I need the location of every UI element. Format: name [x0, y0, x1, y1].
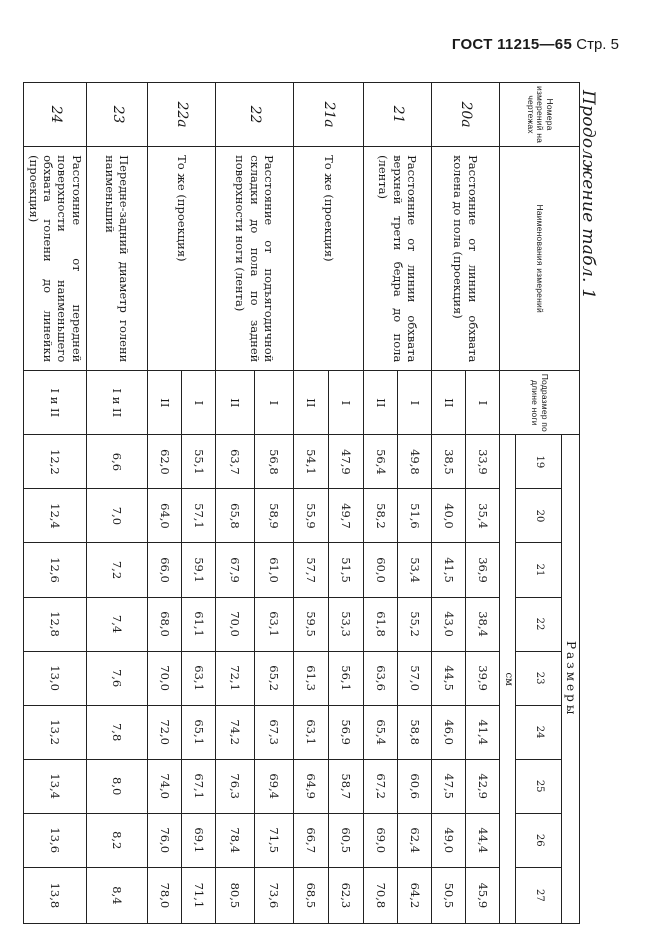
cell-value: 7,6	[87, 651, 148, 705]
size-header: 27	[516, 867, 562, 923]
cell-value: 76,3	[216, 759, 255, 813]
cell-value: 56,9	[329, 705, 364, 759]
row-subsize: II	[432, 371, 466, 435]
cell-value: 74,0	[148, 759, 182, 813]
cell-value: 70,0	[216, 597, 255, 651]
row-subsize: I и II	[24, 371, 87, 435]
cell-value: 58,8	[398, 705, 432, 759]
cell-value: 62,0	[148, 435, 182, 489]
row-name: Расстояние от линии обхвата верхней трети бедра до пола (лента)	[364, 147, 432, 371]
cell-value: 12,2	[24, 435, 87, 489]
row-number: 21	[364, 83, 432, 147]
page-header	[452, 36, 619, 53]
cell-value: 54,1	[294, 435, 329, 489]
table-row	[329, 83, 364, 924]
cell-value: 49,7	[329, 489, 364, 543]
row-number: 23	[87, 83, 148, 147]
cell-value: 56,4	[364, 435, 398, 489]
cell-value: 56,8	[255, 435, 294, 489]
measurements-table	[23, 82, 580, 924]
cell-value: 36,9	[466, 543, 500, 597]
row-subsize: II	[216, 371, 255, 435]
cell-value: 53,4	[398, 543, 432, 597]
cell-value: 12,8	[24, 597, 87, 651]
row-subsize: I	[255, 371, 294, 435]
cell-value: 44,4	[466, 813, 500, 867]
row-subsize: I и II	[87, 371, 148, 435]
cell-value: 35,4	[466, 489, 500, 543]
table-row	[398, 83, 432, 924]
cell-value: 64,0	[148, 489, 182, 543]
cell-value: 13,6	[24, 813, 87, 867]
cell-value: 13,0	[24, 651, 87, 705]
cell-value: 13,2	[24, 705, 87, 759]
row-name: Расстояние от подъягодичной складки до пола по задней поверхности ноги (лента)	[216, 147, 294, 371]
cell-value: 6,6	[87, 435, 148, 489]
table-row	[24, 83, 87, 924]
cell-value: 65,2	[255, 651, 294, 705]
cell-value: 8,4	[87, 867, 148, 923]
row-name: Расстояние от передней поверхности наименьшего обхвата голени до линейки (проекция)	[24, 147, 87, 371]
cell-value: 61,3	[294, 651, 329, 705]
cell-value: 73,6	[255, 867, 294, 923]
row-subsize: I	[398, 371, 432, 435]
cell-value: 45,9	[466, 867, 500, 923]
cell-value: 7,0	[87, 489, 148, 543]
row-subsize: II	[148, 371, 182, 435]
header-name: Наименования измерений	[500, 147, 580, 371]
cell-value: 7,4	[87, 597, 148, 651]
cell-value: 7,8	[87, 705, 148, 759]
cell-value: 80,5	[216, 867, 255, 923]
table-row	[255, 83, 294, 924]
cell-value: 62,4	[398, 813, 432, 867]
unit-label: см	[500, 435, 516, 924]
cell-value: 13,8	[24, 867, 87, 923]
cell-value: 47,9	[329, 435, 364, 489]
header-sizes: Размеры	[562, 435, 580, 924]
cell-value: 38,5	[432, 435, 466, 489]
table-row	[182, 83, 216, 924]
cell-value: 12,4	[24, 489, 87, 543]
row-number: 20а	[432, 83, 500, 147]
row-number: 22	[216, 83, 294, 147]
cell-value: 41,4	[466, 705, 500, 759]
cell-value: 53,3	[329, 597, 364, 651]
cell-value: 67,3	[255, 705, 294, 759]
row-subsize: II	[364, 371, 398, 435]
cell-value: 63,1	[182, 651, 216, 705]
size-header: 25	[516, 759, 562, 813]
cell-value: 55,1	[182, 435, 216, 489]
cell-value: 66,0	[148, 543, 182, 597]
size-header: 21	[516, 543, 562, 597]
cell-value: 76,0	[148, 813, 182, 867]
cell-value: 64,2	[398, 867, 432, 923]
page-number: Стр. 5	[576, 36, 619, 53]
row-subsize: II	[294, 371, 329, 435]
cell-value: 61,1	[182, 597, 216, 651]
cell-value: 62,3	[329, 867, 364, 923]
row-name: Расстояние от линии обхвата колена до пола (проекция)	[432, 147, 500, 371]
cell-value: 68,5	[294, 867, 329, 923]
cell-value: 65,8	[216, 489, 255, 543]
header-sub: Подразмер по длине ноги	[500, 371, 580, 435]
table-row	[87, 83, 148, 924]
table-row	[466, 83, 500, 924]
cell-value: 67,9	[216, 543, 255, 597]
cell-value: 63,1	[294, 705, 329, 759]
cell-value: 72,1	[216, 651, 255, 705]
cell-value: 49,8	[398, 435, 432, 489]
cell-value: 51,5	[329, 543, 364, 597]
cell-value: 78,0	[148, 867, 182, 923]
table-body	[24, 83, 500, 924]
row-name: Передне-задний диаметр голени наименьший	[87, 147, 148, 371]
size-header: 19	[516, 435, 562, 489]
row-number: 22а	[148, 83, 216, 147]
cell-value: 59,5	[294, 597, 329, 651]
cell-value: 72,0	[148, 705, 182, 759]
cell-value: 60,0	[364, 543, 398, 597]
row-number: 24	[24, 83, 87, 147]
cell-value: 66,7	[294, 813, 329, 867]
cell-value: 49,0	[432, 813, 466, 867]
cell-value: 57,0	[398, 651, 432, 705]
rotated-table-wrapper	[26, 82, 580, 924]
cell-value: 63,1	[255, 597, 294, 651]
cell-value: 61,0	[255, 543, 294, 597]
cell-value: 51,6	[398, 489, 432, 543]
cell-value: 71,5	[255, 813, 294, 867]
cell-value: 8,2	[87, 813, 148, 867]
cell-value: 59,1	[182, 543, 216, 597]
size-header: 23	[516, 651, 562, 705]
cell-value: 68,0	[148, 597, 182, 651]
cell-value: 65,4	[364, 705, 398, 759]
cell-value: 58,7	[329, 759, 364, 813]
row-subsize: I	[329, 371, 364, 435]
header-number: Номера измерений на чертежах	[500, 83, 580, 147]
cell-value: 58,2	[364, 489, 398, 543]
cell-value: 60,5	[329, 813, 364, 867]
cell-value: 42,9	[466, 759, 500, 813]
cell-value: 47,5	[432, 759, 466, 813]
row-name: То же (проекция)	[148, 147, 216, 371]
cell-value: 58,9	[255, 489, 294, 543]
cell-value: 60,6	[398, 759, 432, 813]
table-caption: Продолжение табл. 1	[578, 90, 598, 300]
cell-value: 63,7	[216, 435, 255, 489]
cell-value: 39,9	[466, 651, 500, 705]
cell-value: 78,4	[216, 813, 255, 867]
cell-value: 33,9	[466, 435, 500, 489]
cell-value: 7,2	[87, 543, 148, 597]
cell-value: 69,1	[182, 813, 216, 867]
cell-value: 55,2	[398, 597, 432, 651]
cell-value: 67,2	[364, 759, 398, 813]
cell-value: 38,4	[466, 597, 500, 651]
row-number: 21а	[294, 83, 364, 147]
cell-value: 70,8	[364, 867, 398, 923]
cell-value: 46,0	[432, 705, 466, 759]
cell-value: 69,0	[364, 813, 398, 867]
cell-value: 12,6	[24, 543, 87, 597]
cell-value: 67,1	[182, 759, 216, 813]
row-subsize: I	[182, 371, 216, 435]
row-name: То же (проекция)	[294, 147, 364, 371]
cell-value: 65,1	[182, 705, 216, 759]
cell-value: 61,8	[364, 597, 398, 651]
cell-value: 56,1	[329, 651, 364, 705]
cell-value: 55,9	[294, 489, 329, 543]
standard-code: ГОСТ 11215—65	[451, 36, 573, 53]
cell-value: 8,0	[87, 759, 148, 813]
cell-value: 40,0	[432, 489, 466, 543]
cell-value: 44,5	[432, 651, 466, 705]
cell-value: 63,6	[364, 651, 398, 705]
size-header: 22	[516, 597, 562, 651]
cell-value: 57,7	[294, 543, 329, 597]
row-subsize: I	[466, 371, 500, 435]
cell-value: 13,4	[24, 759, 87, 813]
size-header: 20	[516, 489, 562, 543]
size-header: 24	[516, 705, 562, 759]
cell-value: 64,9	[294, 759, 329, 813]
cell-value: 50,5	[432, 867, 466, 923]
cell-value: 43,0	[432, 597, 466, 651]
cell-value: 70,0	[148, 651, 182, 705]
cell-value: 71,1	[182, 867, 216, 923]
size-header: 26	[516, 813, 562, 867]
cell-value: 57,1	[182, 489, 216, 543]
cell-value: 41,5	[432, 543, 466, 597]
cell-value: 69,4	[255, 759, 294, 813]
cell-value: 74,2	[216, 705, 255, 759]
